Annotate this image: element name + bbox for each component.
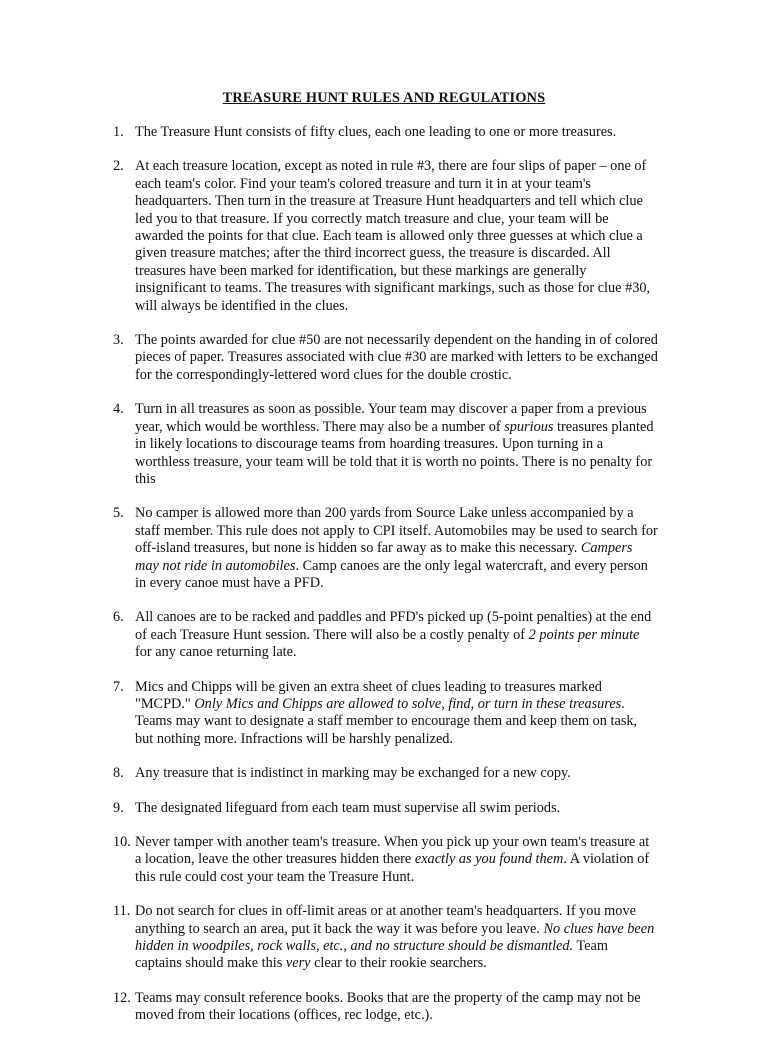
rule-text-segment: Do not search for clues in off-limit areas or at another team's headquarters. If you move anything to search an area, put it back the way it was before you leave. (135, 903, 636, 937)
rule-text-segment: No camper is allowed more than 200 yards from Source Lake unless accompanied by a staff member. This rule does not apply to CPI itself. Automobiles may be used to search for off-island treasures, but none is hidden so far away as to make this necessary. (135, 505, 658, 557)
rule-text (135, 609, 658, 661)
rule-number: 11. (113, 903, 131, 920)
rules-list (113, 124, 658, 1042)
rule-text (135, 765, 658, 782)
rule-text (135, 332, 658, 384)
rule-text-segment: The Treasure Hunt consists of fifty clues, each one leading to one or more treasures. (135, 124, 617, 140)
rule-text-emphasis: Only Mics and Chipps are allowed to solve, find, or turn in these treasures (194, 695, 622, 712)
rule-text-emphasis: 2 points per minute (528, 626, 640, 643)
rule-text-segment: treasures planted in likely locations to discourage teams from hoarding treasures. Upon turning in a worthless treasure, your team will be told that it is worth no points. There is no penalty for this (135, 418, 654, 487)
rule-text-segment: The points awarded for clue #50 are not necessarily dependent on the handing in of colored pieces of paper. Treasures associated with clue #30 are marked with letters to be exchanged for the correspondingly-lettered word clues for the double crostic. (135, 332, 658, 383)
rule-text (135, 990, 658, 1025)
rule-text-emphasis: Campers may not ride in automobiles (135, 540, 633, 574)
rule-text-segment: clear to their rookie searchers. (310, 955, 487, 972)
rule-number: 9. (113, 799, 124, 816)
rule-text-segment: Never tamper with another team's treasure. When you pick up your own team's treasure at a location, leave the other treasures hidden there (135, 834, 650, 868)
rule-text-segment: All canoes are to be racked and paddles and PFD's picked up (5-point penalties) at the end of each Treasure Hunt session. There will also be a costly penalty of (135, 609, 652, 643)
rule-text (135, 401, 658, 488)
rule-text-segment: . Camp canoes are the only legal watercraft, and every person in every canoe must have a PFD. (135, 557, 648, 591)
rule-number: 7. (113, 678, 124, 695)
rule-text-segment: Turn in all treasures as soon as possible. Your team may discover a paper from a previous year, which would be worthless. There may also be a number of (135, 401, 647, 435)
rule-item (113, 679, 658, 749)
rule-text-emphasis: very (285, 955, 311, 972)
rule-text-emphasis: exactly as you found them (414, 851, 564, 868)
rule-text (135, 903, 658, 973)
rule-text-emphasis: No clues have been hidden in woodpiles, rock walls, etc., and no structure should be dismantled. (135, 920, 655, 955)
rule-text (135, 505, 658, 592)
rule-number: 3. (113, 332, 124, 349)
rule-item (113, 990, 658, 1025)
rule-number: 4. (113, 401, 124, 418)
document-title: TREASURE HUNT RULES AND REGULATIONS (222, 90, 546, 106)
rule-text-segment: Team captains should make this (135, 938, 609, 972)
rule-item (113, 903, 658, 973)
rule-text (135, 800, 658, 817)
rule-text (135, 834, 658, 886)
rule-text (135, 124, 658, 141)
rule-number: 1. (113, 124, 124, 140)
rule-number: 2. (113, 158, 124, 175)
rule-item (113, 609, 658, 661)
rule-text-segment: for any canoe returning late. (135, 644, 297, 661)
rule-text-segment: Any treasure that is indistinct in marking may be exchanged for a new copy. (135, 765, 571, 782)
rule-text (135, 679, 658, 749)
rule-text-segment: Teams may consult reference books. Books that are the property of the camp may not be moved from their locations (offices, rec lodge, etc.). (135, 989, 641, 1024)
rule-number: 8. (113, 765, 124, 782)
rule-text (135, 158, 658, 315)
rule-number: 6. (113, 609, 124, 626)
rule-item (113, 124, 658, 141)
rule-item (113, 765, 658, 782)
rule-text-emphasis: spurious (504, 418, 554, 435)
rule-text-segment: At each treasure location, except as noted in rule #3, there are four slips of paper – one of each team's color. Find your team's colored treasure and turn it in at your team's headquarters. Then turn in the treasure at Treasure Hunt headquarters and tell which clue led you to that treasure. If you correctly match treasure and clue, your team will be awarded the points for that clue. Each team is allowed only three guesses at which clue a given treasure matches; after the third incorrect guess, the treasure is discarded. All treasures have been marked for identification, but these markings are generally insignificant to teams. The treasures with significant markings, such as those for clue #30, will always be identified in the clues. (135, 158, 651, 314)
rule-item (113, 158, 658, 315)
rule-item (113, 505, 658, 592)
rule-text-segment: . A violation of this rule could cost your team the Treasure Hunt. (135, 851, 650, 885)
rule-text-segment: Mics and Chipps will be given an extra sheet of clues leading to treasures marked "MCPD." (135, 678, 602, 712)
rule-item (113, 800, 658, 817)
rule-text-segment: . Teams may want to designate a staff member to encourage them and keep them on task, but nothing more. Infractions will be harshly penalized. (135, 695, 638, 747)
rule-number: 10. (113, 834, 131, 850)
rule-number: 12. (113, 989, 131, 1006)
rule-item (113, 401, 658, 488)
rule-number: 5. (113, 505, 124, 522)
rule-text-segment: The designated lifeguard from each team must supervise all swim periods. (135, 799, 561, 816)
rule-item (113, 332, 658, 384)
rule-item (113, 834, 658, 886)
